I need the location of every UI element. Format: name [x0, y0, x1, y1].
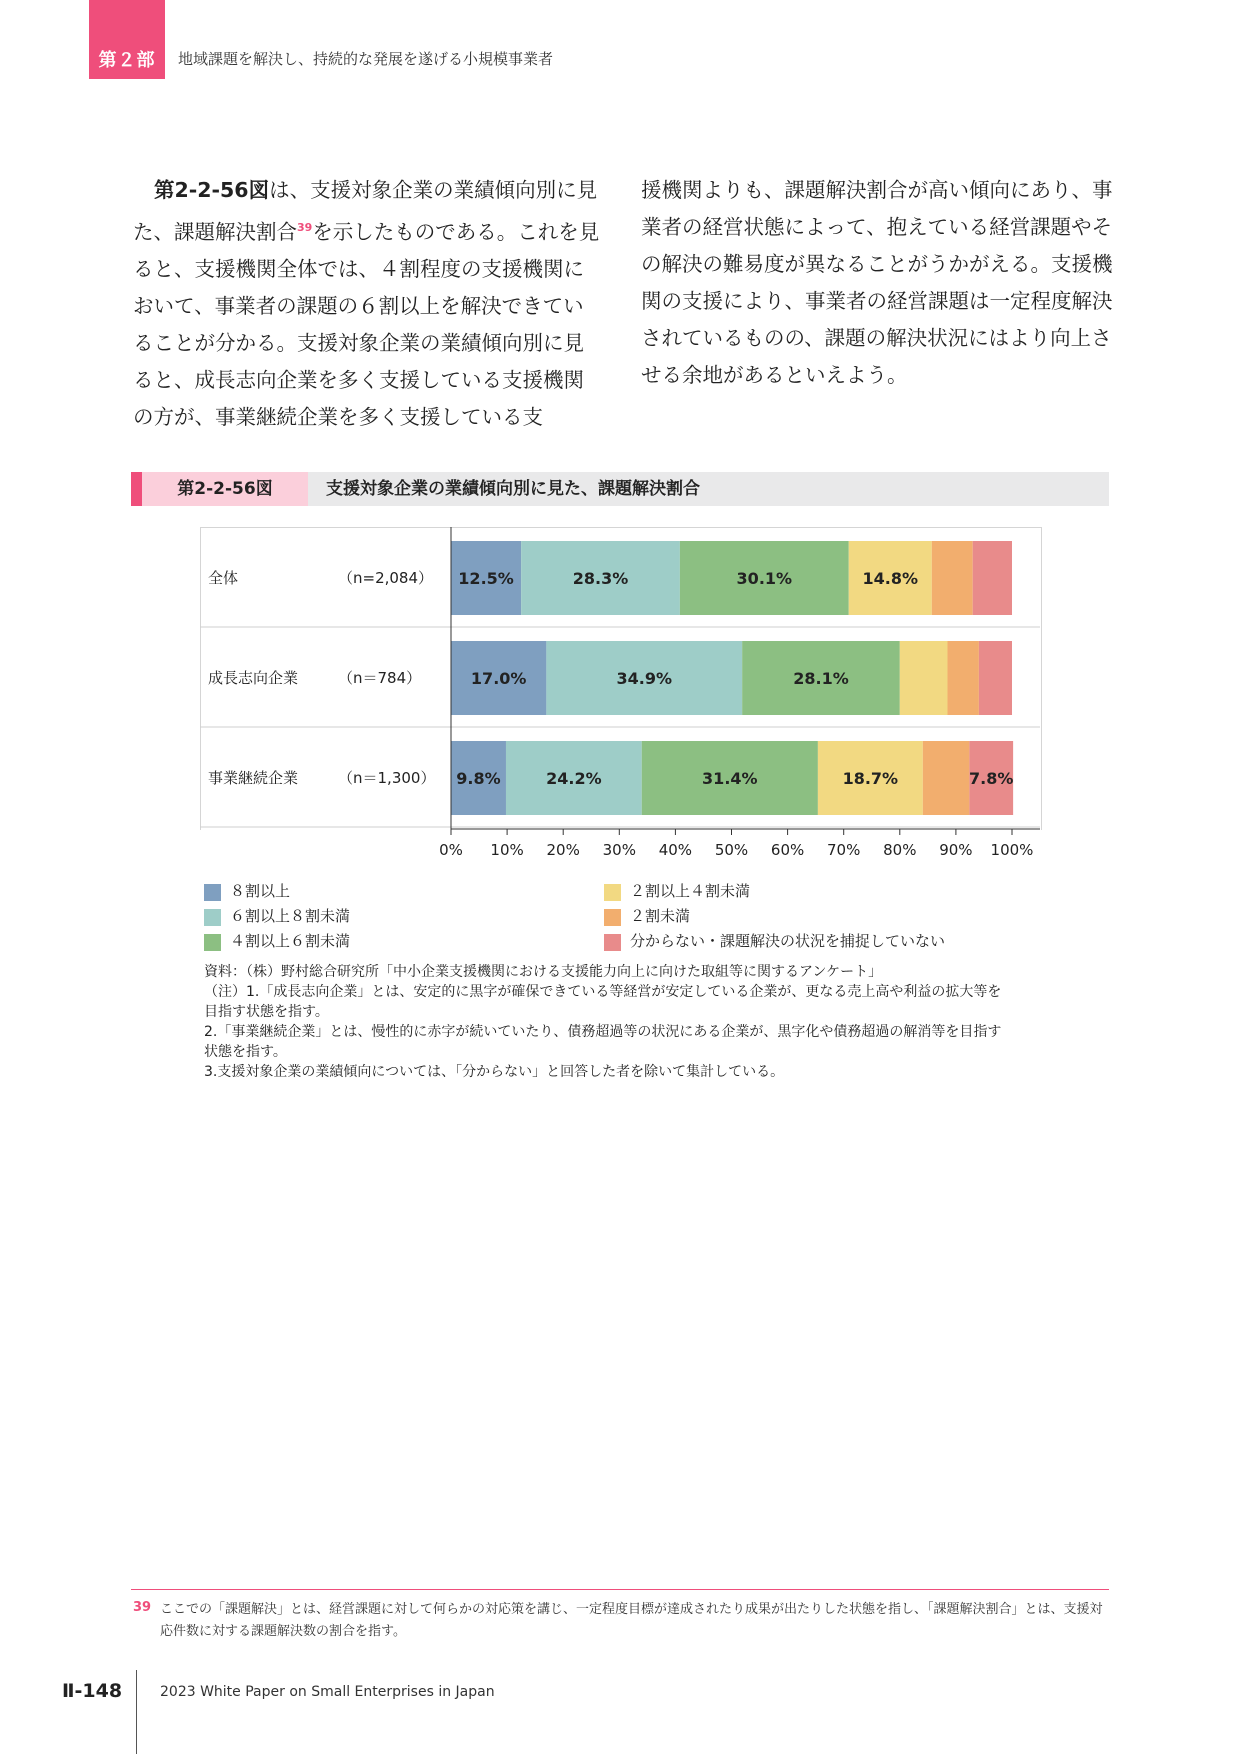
footnote-marker[interactable]: 39	[297, 221, 313, 234]
legend-swatch	[604, 884, 621, 901]
x-tick-label: 20%	[546, 841, 580, 859]
legend-swatch	[204, 909, 221, 926]
legend-right	[604, 879, 945, 954]
sample-size-label: （n=2,084）	[338, 569, 434, 587]
legend-item	[604, 879, 945, 904]
legend-swatch	[604, 934, 621, 951]
footer-caption: 2023 White Paper on Small Enterprises in Japan	[160, 1684, 495, 1700]
legend-item	[204, 904, 350, 929]
legend-item	[604, 904, 945, 929]
x-tick-label: 60%	[770, 841, 805, 859]
sample-size-label: （n＝1,300）	[338, 769, 436, 787]
legend-item	[604, 929, 945, 954]
note-3: 3.支援対象企業の業績傾向については、「分からない」と回答した者を除いて集計している。	[204, 1064, 785, 1080]
bar-segment	[932, 541, 973, 615]
footer-rule	[136, 1670, 137, 1754]
bar-segment	[923, 741, 970, 815]
data-label: 28.3%	[572, 569, 629, 588]
note-2-cont: 状態を指す。	[204, 1044, 287, 1060]
figure-number: 第2-2-56図	[142, 472, 308, 506]
part-label: 第２部	[98, 50, 156, 71]
note-1: （注）1.「成長志向企業」とは、安定的に黒字が確保できている等経営が安定している企業が、更なる売上高や利益の拡大等を	[204, 984, 1002, 1000]
bar-segment	[979, 641, 1012, 715]
figure-title: 支援対象企業の業績傾向別に見た、課題解決割合	[326, 479, 700, 499]
body-text-left-part2: を示したものである。これを見ると、支援機関全体では、４割程度の支援機関において、事業者の課題の６割以上を解決できていることが分かる。支援対象企業の業績傾向別に見ると、成長志向企業を多く支援している支援機関の方が、事業継続企業を多く支援している支	[133, 219, 600, 429]
data-label: 18.7%	[842, 769, 899, 788]
x-tick-label: 10%	[490, 841, 524, 859]
note-2: 2.「事業継続企業」とは、慢性的に赤字が続いていたり、債務超過等の状況にある企業が、黒字化や債務超過の解消等を目指す	[204, 1024, 1002, 1040]
figure-reference[interactable]: 第2-2-56図	[154, 178, 270, 202]
category-label: 事業継続企業	[208, 769, 299, 787]
x-tick-label: 90%	[939, 841, 973, 859]
data-label: 12.5%	[458, 569, 514, 588]
bar-segment	[900, 641, 948, 715]
bar-segment	[947, 641, 978, 715]
legend-left	[204, 879, 350, 954]
data-label: 31.4%	[702, 769, 758, 788]
running-header-title: 地域課題を解決し、持続的な発展を遂げる小規模事業者	[178, 50, 554, 68]
category-label: 全体	[208, 569, 239, 587]
category-label: 成長志向企業	[208, 669, 299, 687]
legend-label: ６割以上８割未満	[230, 907, 351, 925]
data-label: 30.1%	[736, 569, 793, 588]
legend-swatch	[204, 934, 221, 951]
data-label: 28.1%	[793, 669, 849, 688]
x-tick-label: 0%	[439, 841, 463, 859]
data-label: 14.8%	[862, 569, 919, 588]
x-tick-label: 100%	[990, 841, 1034, 859]
legend-swatch	[604, 909, 621, 926]
legend-item	[204, 879, 350, 904]
data-label: 24.2%	[546, 769, 602, 788]
x-tick-label: 70%	[827, 841, 861, 859]
legend-label: 分からない・課題解決の状況を捕捉していない	[630, 932, 946, 950]
data-label: 17.0%	[470, 669, 527, 688]
legend-label: ４割以上６割未満	[230, 932, 351, 950]
data-label: 7.8%	[969, 769, 1014, 788]
body-text-left-part1: は、支援対象企業の業績傾向別に見た、課題解決割合	[133, 178, 598, 244]
legend-label: ２割以上４割未満	[630, 882, 751, 900]
x-tick-label: 50%	[714, 841, 749, 859]
legend-label: ２割未満	[630, 907, 691, 925]
page-number: Ⅱ-148	[62, 1680, 123, 1702]
bar-segment	[973, 541, 1012, 615]
x-tick-label: 80%	[883, 841, 917, 859]
footnote-divider	[131, 1589, 1109, 1590]
note-1-cont: 目指す状態を指す。	[204, 1004, 329, 1020]
legend-swatch	[204, 884, 221, 901]
data-label: 34.9%	[616, 669, 673, 688]
sample-size-label: （n＝784）	[338, 669, 422, 687]
legend-label: ８割以上	[230, 882, 291, 900]
source-note: 資料：（株）野村総合研究所「中小企業支援機関における支援能力向上に向けた取組等に関するアンケート」	[204, 964, 883, 980]
x-tick-label: 40%	[658, 841, 693, 859]
figure-notes	[204, 962, 1054, 1082]
footnote-text: ここでの「課題解決」とは、経営課題に対して何らかの対応策を講じ、一定程度目標が達成されたり成果が出たりした状態を指し、「課題解決割合」とは、支援対応件数に対する課題解決数の割合を指す。	[160, 1602, 1103, 1639]
footnote-number: 39	[133, 1600, 152, 1615]
body-text-right: 援機関よりも、課題解決割合が高い傾向にあり、事業者の経営状態によって、抱えている経営課題やその解決の難易度が異なることがうかがえる。支援機関の支援により、事業者の経営課題は一定程度解決されているものの、課題の解決状況にはより向上させる余地があるといえよう。	[641, 178, 1113, 387]
data-label: 9.8%	[456, 769, 501, 788]
x-tick-label: 30%	[602, 841, 636, 859]
legend-item	[204, 929, 350, 954]
